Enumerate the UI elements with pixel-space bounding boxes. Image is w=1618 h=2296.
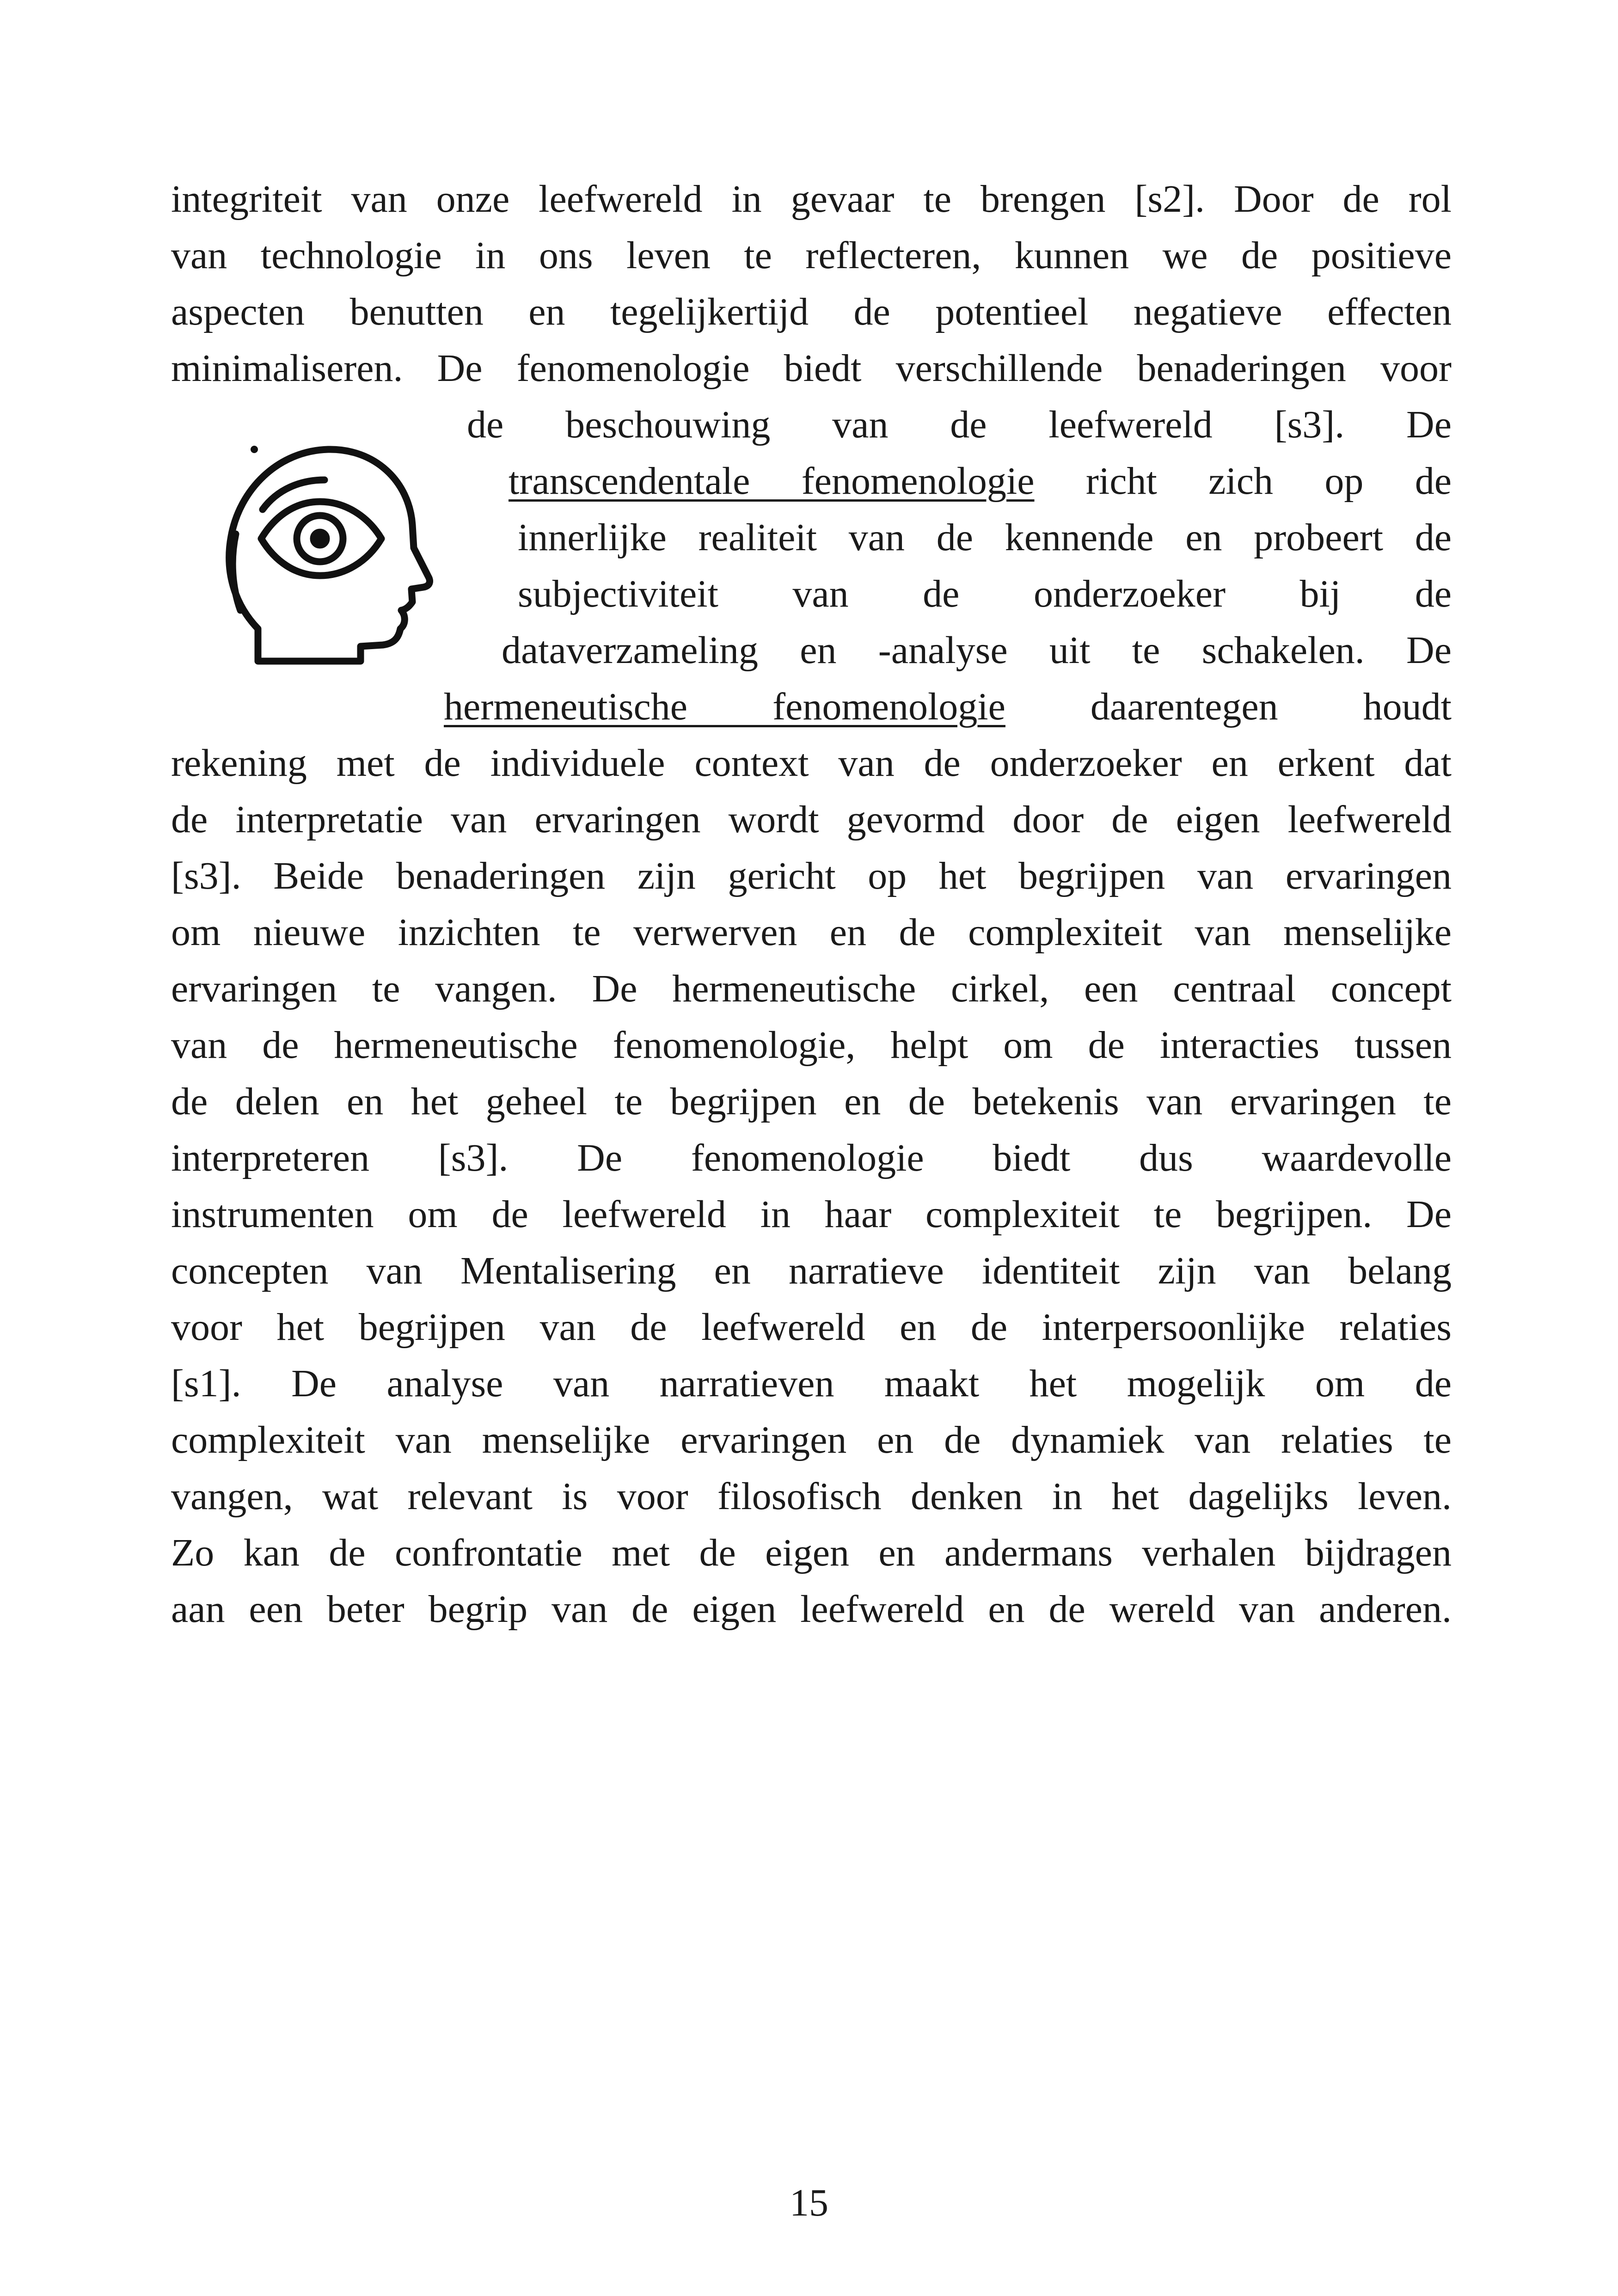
text-line: van de hermeneutische fenomenologie, helpt om de interacties tussen bbox=[171, 1024, 1452, 1067]
text-line bbox=[444, 679, 1452, 735]
text-segment: richt zich op de bbox=[1034, 460, 1452, 503]
text-segment: dataverzameling en -analyse uit te schakelen. De bbox=[502, 629, 1452, 672]
text-line bbox=[502, 622, 1452, 679]
text-line: vangen, wat relevant is voor filosofisch denken in het dagelijks leven. bbox=[171, 1475, 1452, 1518]
text-segment: subjectiviteit van de onderzoeker bij de bbox=[518, 572, 1452, 615]
term-transcendentale-fenomenologie: transcendentale fenomenologie bbox=[509, 460, 1035, 503]
text-segment: daarentegen houdt bbox=[1005, 685, 1452, 728]
text-line: [s1]. De analyse van narratieven maakt het mogelijk om de bbox=[171, 1362, 1452, 1405]
paragraph-wrapped bbox=[171, 397, 1452, 735]
text-line: aspecten benutten en tegelijkertijd de potentieel negatieve effecten bbox=[171, 290, 1452, 333]
text-line bbox=[518, 566, 1452, 622]
text-line: [s3]. Beide benaderingen zijn gericht op het begrijpen van ervaringen bbox=[171, 854, 1452, 897]
text-line bbox=[518, 510, 1452, 566]
text-line: van technologie in ons leven te reflecteren, kunnen we de positieve bbox=[171, 234, 1452, 277]
text-line bbox=[467, 397, 1452, 453]
text-line: aan een beter begrip van de eigen leefwereld en de wereld van anderen. bbox=[171, 1588, 1452, 1631]
text-line: ervaringen te vangen. De hermeneutische cirkel, een centraal concept bbox=[171, 967, 1452, 1010]
text-line bbox=[509, 453, 1452, 510]
text-line: integriteit van onze leefwereld in gevaar te brengen [s2]. Door de rol bbox=[171, 178, 1452, 221]
text-line: Zo kan de confrontatie met de eigen en andermans verhalen bijdragen bbox=[171, 1531, 1452, 1574]
page-number: 15 bbox=[790, 2181, 828, 2224]
text-line: om nieuwe inzichten te verwerven en de complexiteit van menselijke bbox=[171, 911, 1452, 954]
text-line: minimaliseren. De fenomenologie biedt verschillende benaderingen voor bbox=[171, 347, 1452, 390]
text-line: voor het begrijpen van de leefwereld en de interpersoonlijke relaties bbox=[171, 1306, 1452, 1349]
text-segment: de beschouwing van de leefwereld [s3]. De bbox=[467, 403, 1452, 446]
text-line: complexiteit van menselijke ervaringen en de dynamiek van relaties te bbox=[171, 1418, 1452, 1461]
text-line: concepten van Mentalisering en narratieve identiteit zijn van belang bbox=[171, 1249, 1452, 1292]
text-segment: innerlijke realiteit van de kennende en probeert de bbox=[518, 516, 1452, 559]
paragraph-bottom bbox=[171, 735, 1452, 1638]
text-line: rekening met de individuele context van de onderzoeker en erkent dat bbox=[171, 742, 1452, 785]
text-line: instrumenten om de leefwereld in haar complexiteit te begrijpen. De bbox=[171, 1193, 1452, 1236]
text-line: de interpretatie van ervaringen wordt gevormd door de eigen leefwereld bbox=[171, 798, 1452, 841]
term-hermeneutische-fenomenologie: hermeneutische fenomenologie bbox=[444, 685, 1005, 728]
text-line: de delen en het geheel te begrijpen en de betekenis van ervaringen te bbox=[171, 1080, 1452, 1123]
text-line: interpreteren [s3]. De fenomenologie biedt dus waardevolle bbox=[171, 1136, 1452, 1179]
paragraph-top bbox=[171, 171, 1452, 397]
